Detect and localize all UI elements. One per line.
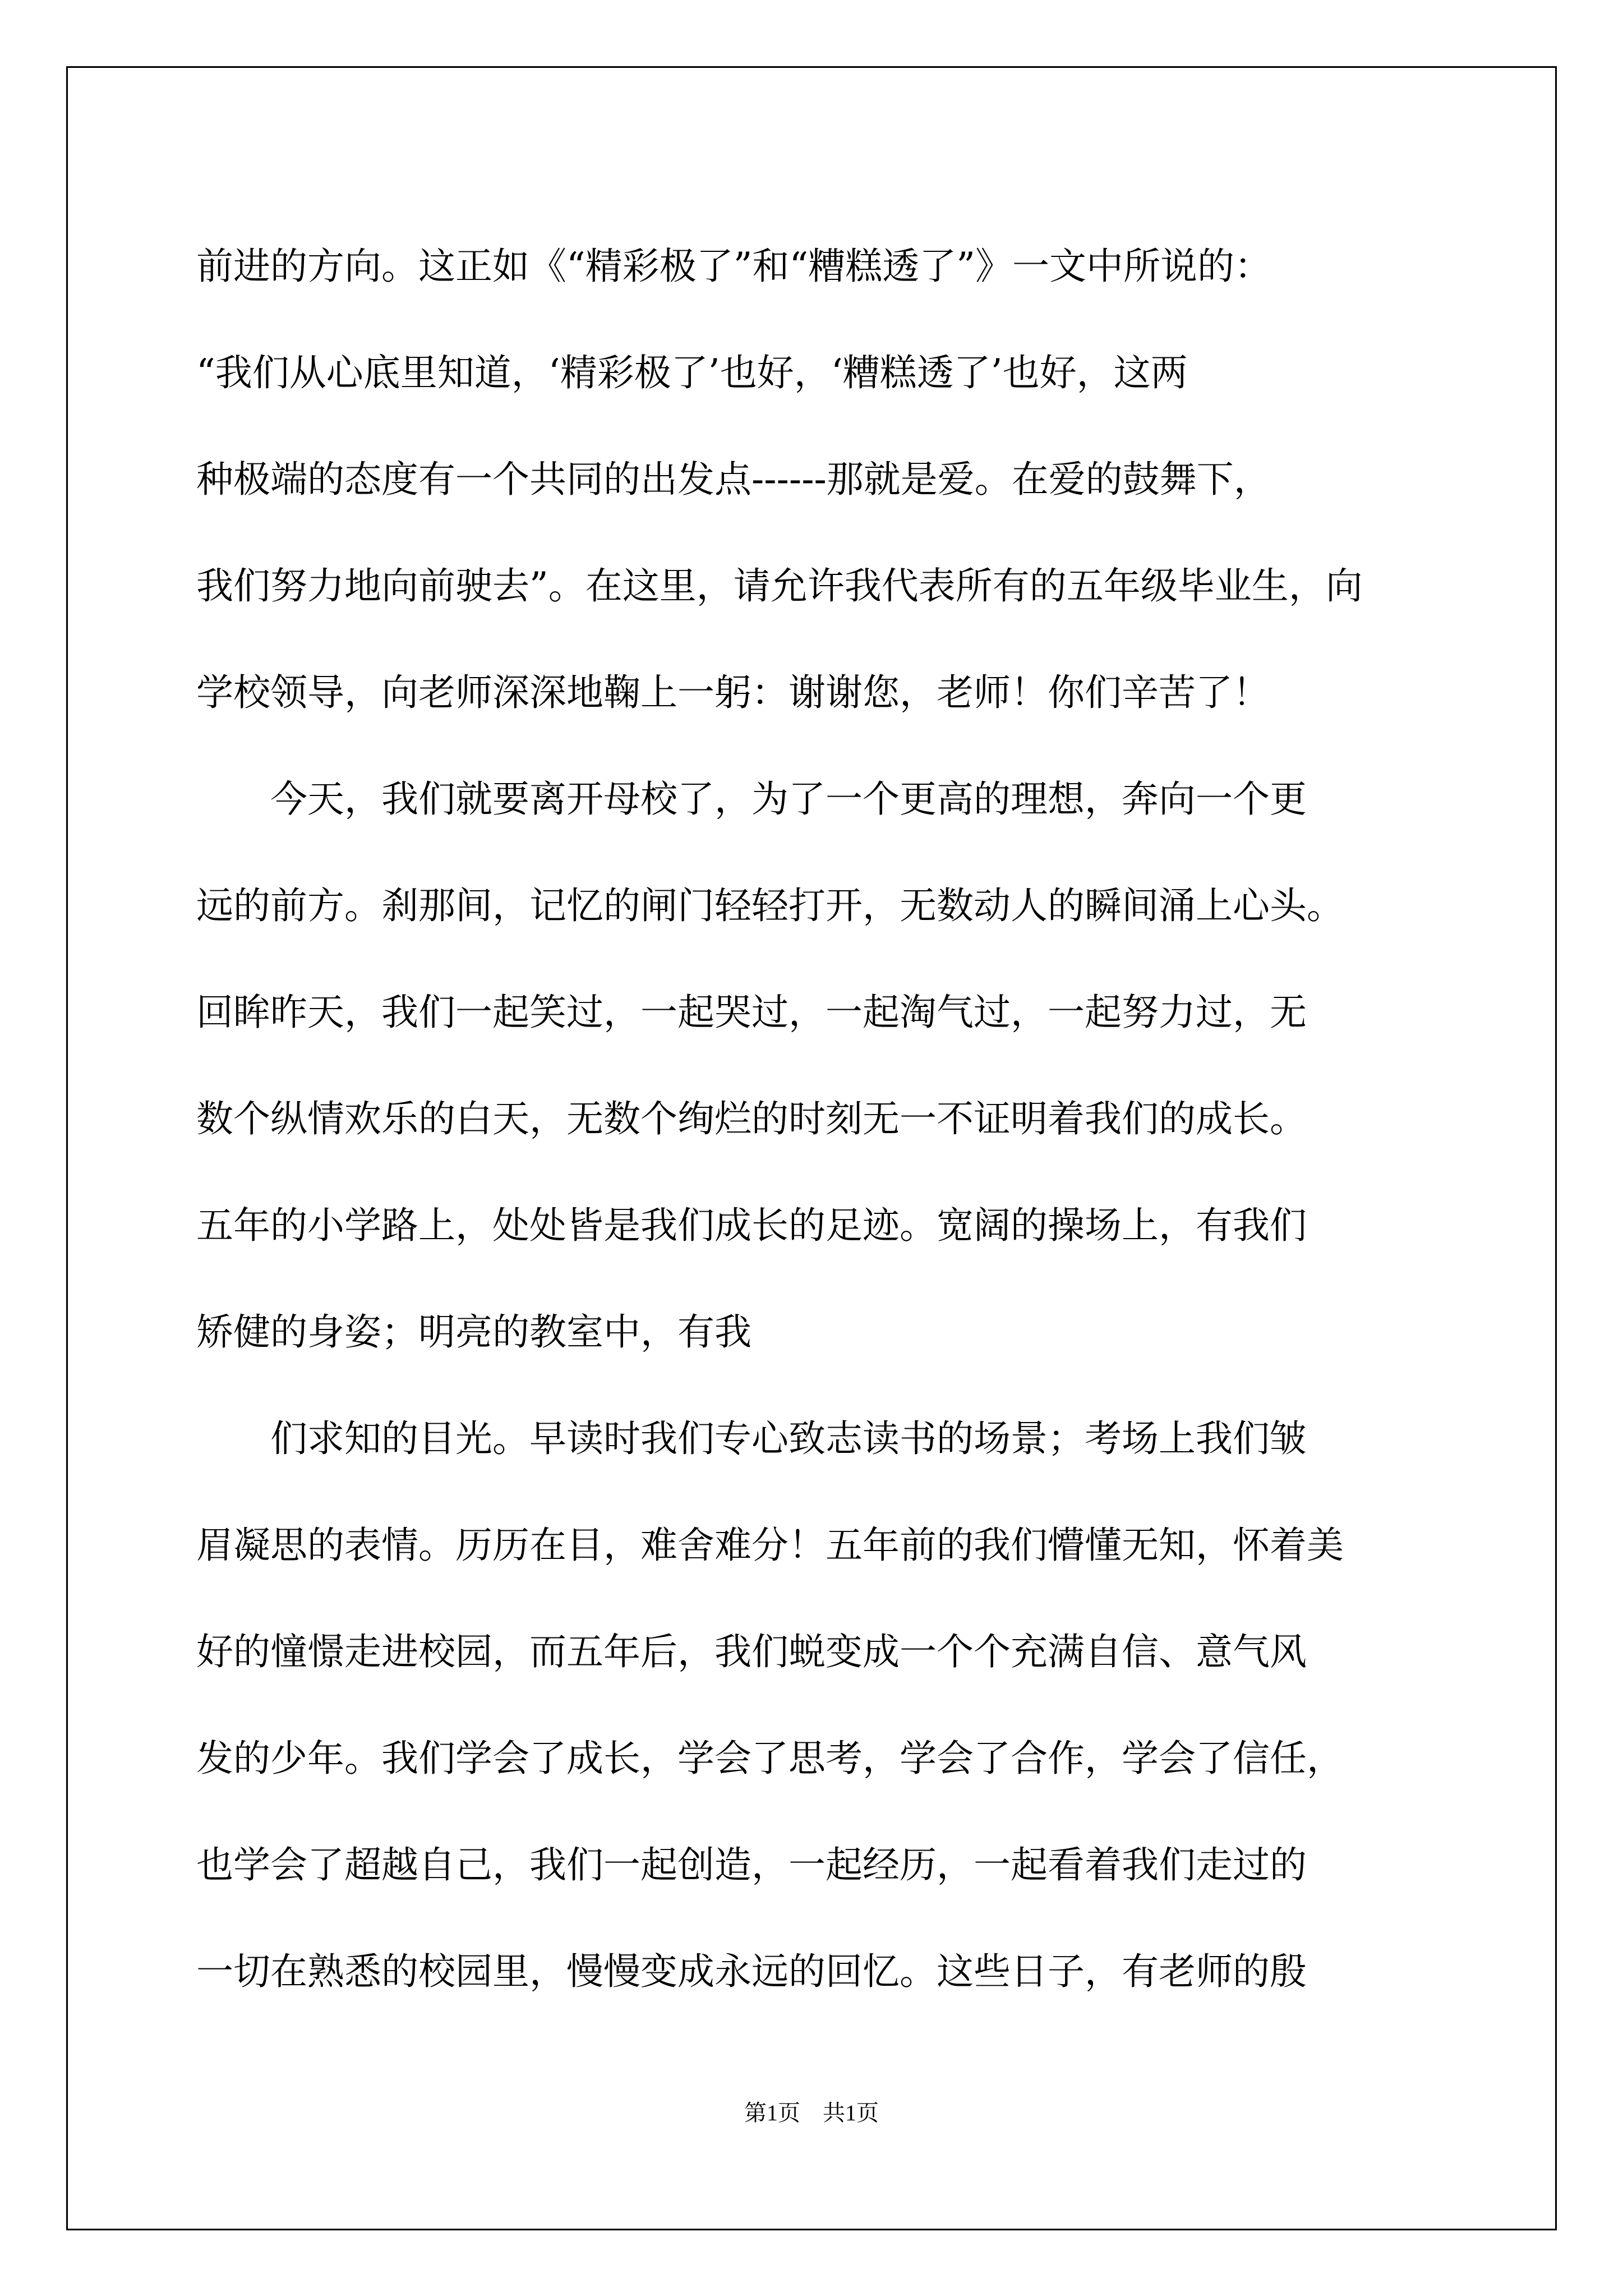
- page-footer: [0, 2095, 1623, 2127]
- text-line: 眉凝思的表情。历历在目，难舍难分！五年前的我们懵懂无知，怀着美: [196, 1524, 1344, 1567]
- text-line: 我们努力地向前驶去”。在这里，请允许我代表所有的五年级毕业生，向: [196, 564, 1363, 608]
- text-line: “我们从心底里知道，‘精彩极了’也好，‘糟糕透了’也好，这两: [196, 351, 1188, 394]
- page-number: 第1页: [744, 2100, 800, 2125]
- page-total: 共1页: [823, 2100, 879, 2125]
- text-line: 也学会了超越自己，我们一起创造，一起经历，一起看着我们走过的: [196, 1843, 1307, 1887]
- text-line: 远的前方。刹那间，记忆的闸门轻轻打开，无数动人的瞬间涌上心头。: [196, 884, 1344, 927]
- document-body: [196, 213, 1436, 2025]
- text-line: 好的憧憬走进校园，而五年后，我们蜕变成一个个充满自信、意气风: [196, 1630, 1307, 1673]
- text-line: 学校领导，向老师深深地鞠上一躬：谢谢您，老师！你们辛苦了！: [196, 671, 1270, 714]
- text-line: 回眸昨天，我们一起笑过，一起哭过，一起淘气过，一起努力过，无: [196, 991, 1307, 1034]
- text-line: 数个纵情欢乐的白天，无数个绚烂的时刻无一不证明着我们的成长。: [196, 1097, 1307, 1140]
- text-line: 们求知的目光。早读时我们专心致志读书的场景；考场上我们皱: [196, 1417, 1307, 1460]
- text-line: 发的少年。我们学会了成长，学会了思考，学会了合作，学会了信任，: [196, 1737, 1344, 1780]
- text-line: 矫健的身姿；明亮的教室中，有我: [196, 1310, 751, 1354]
- text-line: 一切在熟悉的校园里，慢慢变成永远的回忆。这些日子，有老师的殷: [196, 1950, 1307, 1993]
- text-line: 种极端的态度有一个共同的出发点------那就是爱。在爱的鼓舞下，: [196, 458, 1271, 501]
- text-line: 前进的方向。这正如《“精彩极了”和“糟糕透了”》一文中所说的：: [196, 245, 1271, 288]
- text-line: 今天，我们就要离开母校了，为了一个更高的理想，奔向一个更: [196, 777, 1307, 821]
- text-line: 五年的小学路上，处处皆是我们成长的足迹。宽阔的操场上，有我们: [196, 1204, 1307, 1247]
